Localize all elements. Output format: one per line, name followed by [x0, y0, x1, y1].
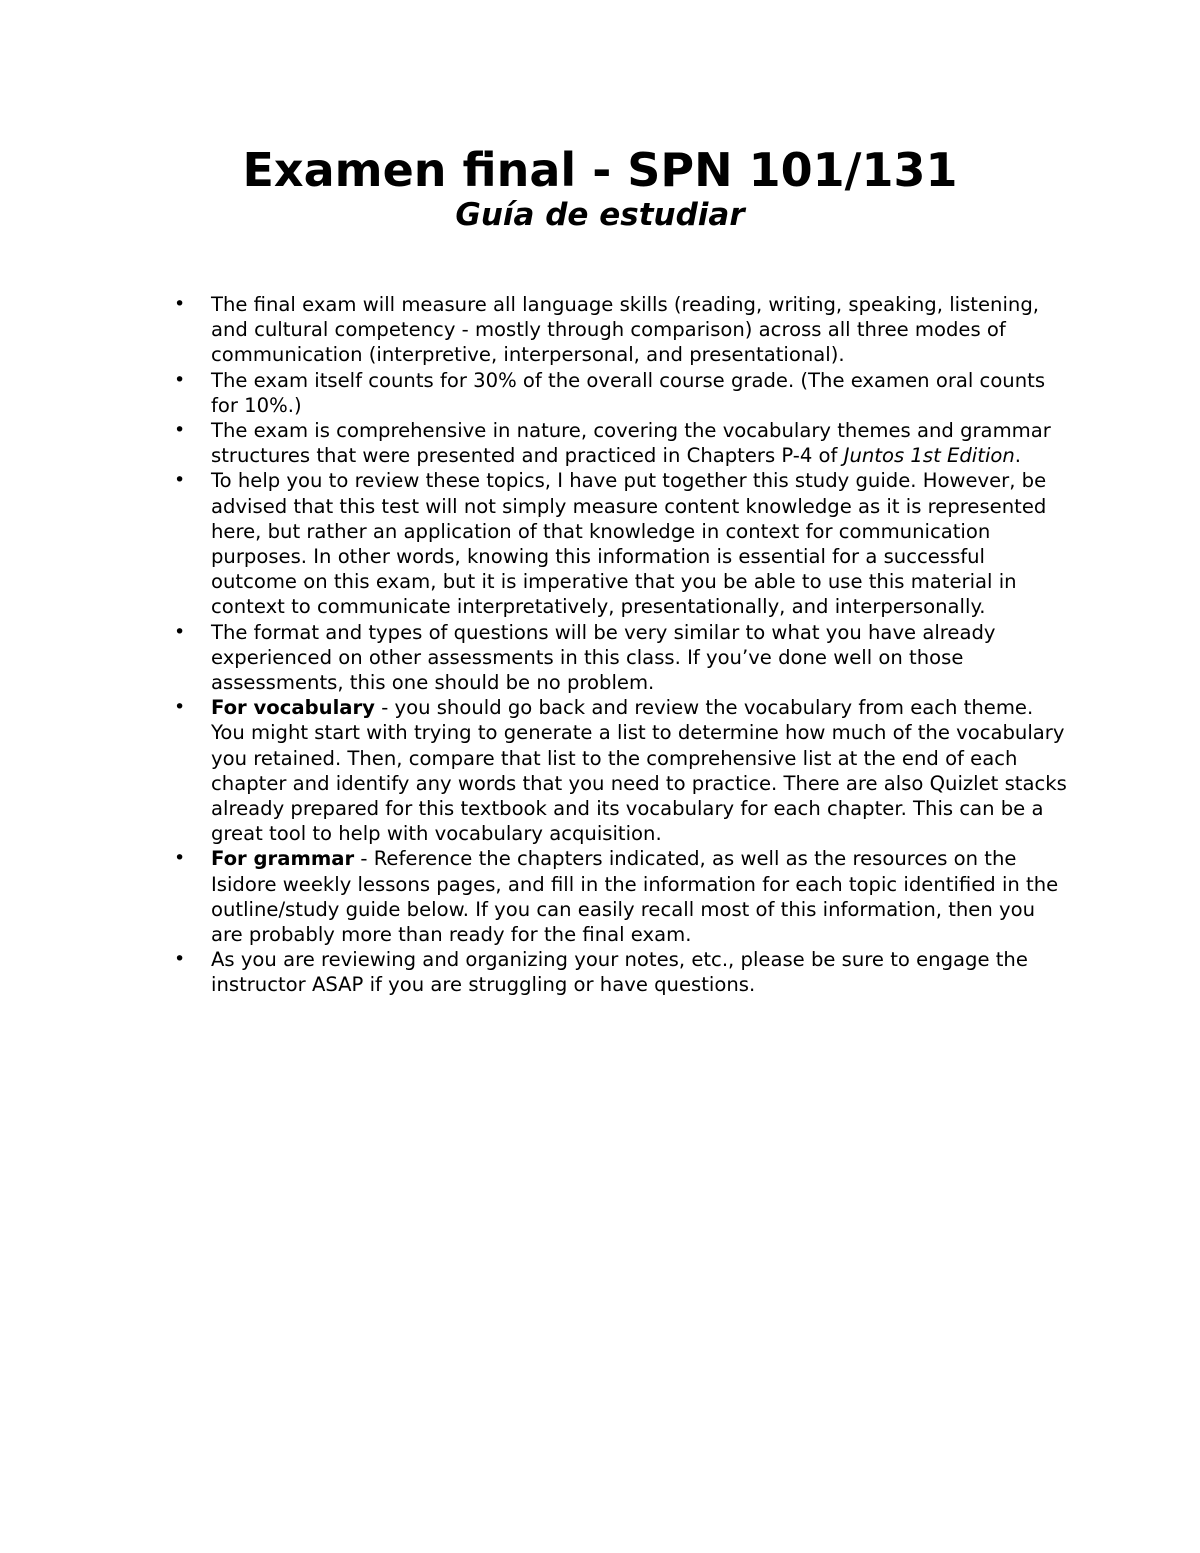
- bullet-icon: •: [174, 847, 186, 870]
- bullet-icon: •: [174, 419, 186, 442]
- textbook-title: Juntos 1st Edition: [843, 444, 1015, 468]
- vocabulary-heading: For vocabulary: [211, 696, 375, 720]
- list-item-text: As you are reviewing and organizing your notes, etc., please be sure to engage the instructor ASAP if you are struggling or have questions.: [211, 948, 1028, 997]
- list-item: [174, 846, 1071, 947]
- page-subtitle: Guía de estudiar: [455, 197, 745, 233]
- study-guide-list: [174, 292, 1071, 998]
- list-item: [174, 368, 1071, 418]
- list-item: [174, 418, 1071, 468]
- list-item-text: - Reference the chapters indicated, as well as the resources on the Isidore weekly lessons pages, and fill in the information for each topic identified in the outline/study guide below. If you can easily recall most of this information, then you are probably more than ready for the final exam.: [211, 847, 1059, 947]
- bullet-icon: •: [174, 948, 186, 971]
- list-item: [174, 620, 1071, 696]
- list-item-text: - you should go back and review the vocabulary from each theme. You might start with trying to generate a list to determine how much of the vocabulary you retained. Then, compare that list to the comprehensive list at the end of each chapter and identify any words that you need to practice. There are also Quizlet stacks already prepared for this textbook and its vocabulary for each chapter. This can be a great tool to help with vocabulary acquisition.: [211, 696, 1067, 846]
- bullet-icon: •: [174, 620, 186, 643]
- bullet-icon: •: [174, 696, 186, 719]
- list-item: [174, 947, 1071, 997]
- bullet-icon: •: [174, 469, 186, 492]
- list-item-text: To help you to review these topics, I have put together this study guide. However, be advised that this test will not simply measure content knowledge as it is represented here, but rather an application of that knowledge in context for communication purposes. In other words, knowing this information is essential for a successful outcome on this exam, but it is imperative that you be able to use this material in context to communicate interpretatively, presentationally, and interpersonally.: [211, 469, 1047, 619]
- list-item: [174, 695, 1071, 846]
- list-item-text: The final exam will measure all language skills (reading, writing, speaking, listening, and cultural competency - mostly through comparison) across all three modes of communication (interpretive, interpersonal, and presentational).: [211, 293, 1039, 367]
- page-title: Examen final - SPN 101/131: [242, 143, 958, 197]
- list-item-text-end: .: [1014, 444, 1022, 468]
- bullet-icon: •: [174, 293, 186, 315]
- list-item-text: The exam is comprehensive in nature, covering the vocabulary themes and grammar structures that were presented and practiced in Chapters P-4 of: [211, 419, 1051, 468]
- bullet-icon: •: [174, 368, 186, 391]
- list-item-text: The exam itself counts for 30% of the overall course grade. (The examen oral counts for 10%.): [211, 368, 1046, 417]
- list-item: [174, 292, 1071, 368]
- list-item-text: The format and types of questions will be very similar to what you have already experienced on other assessments in this class. If you’ve done well on those assessments, this one should be no problem.: [211, 620, 996, 695]
- grammar-heading: For grammar: [211, 847, 355, 871]
- list-item: [174, 468, 1071, 619]
